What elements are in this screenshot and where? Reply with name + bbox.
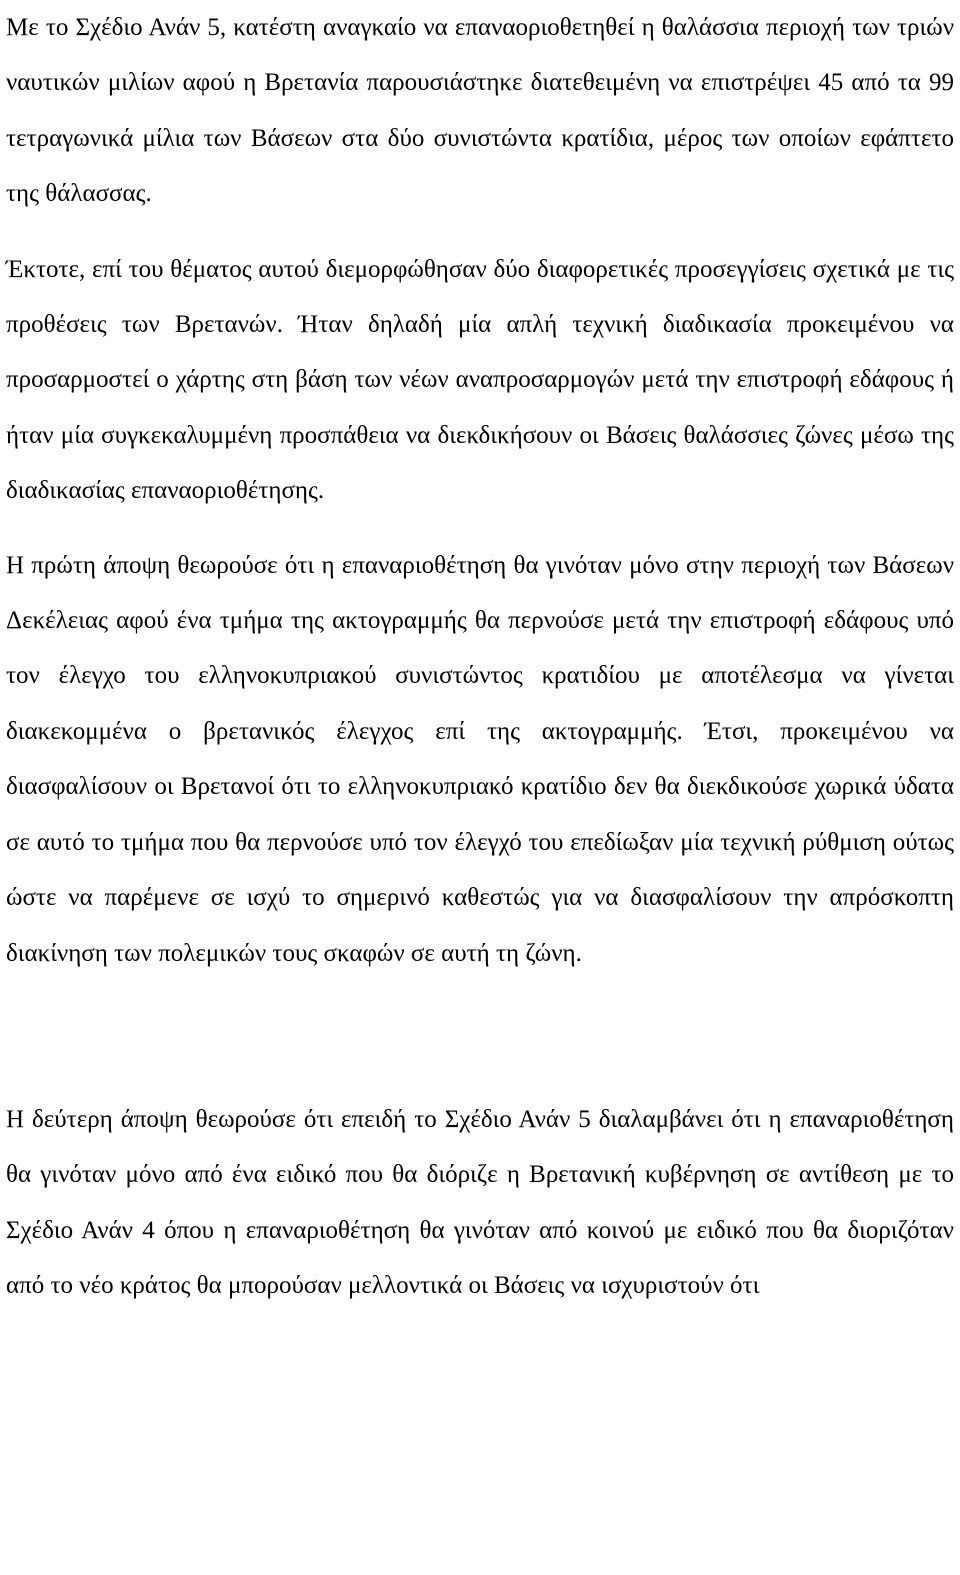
paragraph-4: Η δεύτερη άποψη θεωρούσε ότι επειδή το Σχέδιο Ανάν 5 διαλαμβάνει ότι η επαναριοθέτηση θα γινόταν μόνο από ένα ειδικό που θα διόριζε η Βρετανική κυβέρνηση σε αντίθεση με το Σχέδιο Ανάν 4 όπου η επαναριοθέτηση θα γινόταν από κοινού με ειδικό που θα διοριζόταν από το νέο κράτος θα μπορούσαν μελλοντικά οι Βάσεις να ισχυριστούν ότι bbox=[6, 1105, 954, 1300]
document-page bbox=[6, 0, 954, 1314]
paragraph-1: Με το Σχέδιο Ανάν 5, κατέστη αναγκαίο να επαναοριοθετηθεί η θαλάσσια περιοχή των τριών ναυτικών μιλίων αφού η Βρετανία παρουσιάστηκε διατεθειμένη να επιστρέψει 45 από τα 99 τετραγωνικά μίλια των Βάσεων στα δύο συνιστώντα κρατίδια, μέρος των οποίων εφάπτετο της θάλασσας. bbox=[6, 14, 954, 208]
paragraph-3: Η πρώτη άποψη θεωρούσε ότι η επαναριοθέτηση θα γινόταν μόνο στην περιοχή των Βάσεων Δεκέλειας αφού ένα τμήμα της ακτογραμμής θα περνούσε μετά την επιστροφή εδάφους υπό τον έλεγχο του ελληνοκυπριακού συνιστώντος κρατιδίου με αποτέλεσμα να γίνεται διακεκομμένα ο βρετανικός έλεγχος επί της ακτογραμμής. Έτσι, προκειμένου να διασφαλίσουν οι Βρετανοί ότι το ελληνοκυπριακό κρατίδιο δεν θα διεκδικούσε χωρικά ύδατα σε αυτό το τμήμα που θα περνούσε υπό τον έλεγχό του επεδίωξαν μία τεχνική ρύθμιση ούτως ώστε να παρέμενε σε ισχύ το σημερινό καθεστώς για να διασφαλίσουν την απρόσκοπτη διακίνηση των πολεμικών τους σκαφών σε αυτή τη ζώνη. bbox=[6, 551, 954, 967]
paragraph-2: Έκτοτε, επί του θέματος αυτού διεμορφώθησαν δύο διαφορετικές προσεγγίσεις σχετικά με τις προθέσεις των Βρετανών. Ήταν δηλαδή μία απλή τεχνική διαδικασία προκειμένου να προσαρμοστεί ο χάρτης στη βάση των νέων αναπροσαρμογών μετά την επιστροφή εδάφους ή ήταν μία συγκεκαλυμμένη προσπάθεια να διεκδικήσουν οι Βάσεις θαλάσσιες ζώνες μέσω της διαδικασίας επαναοριοθέτησης. bbox=[6, 255, 954, 505]
